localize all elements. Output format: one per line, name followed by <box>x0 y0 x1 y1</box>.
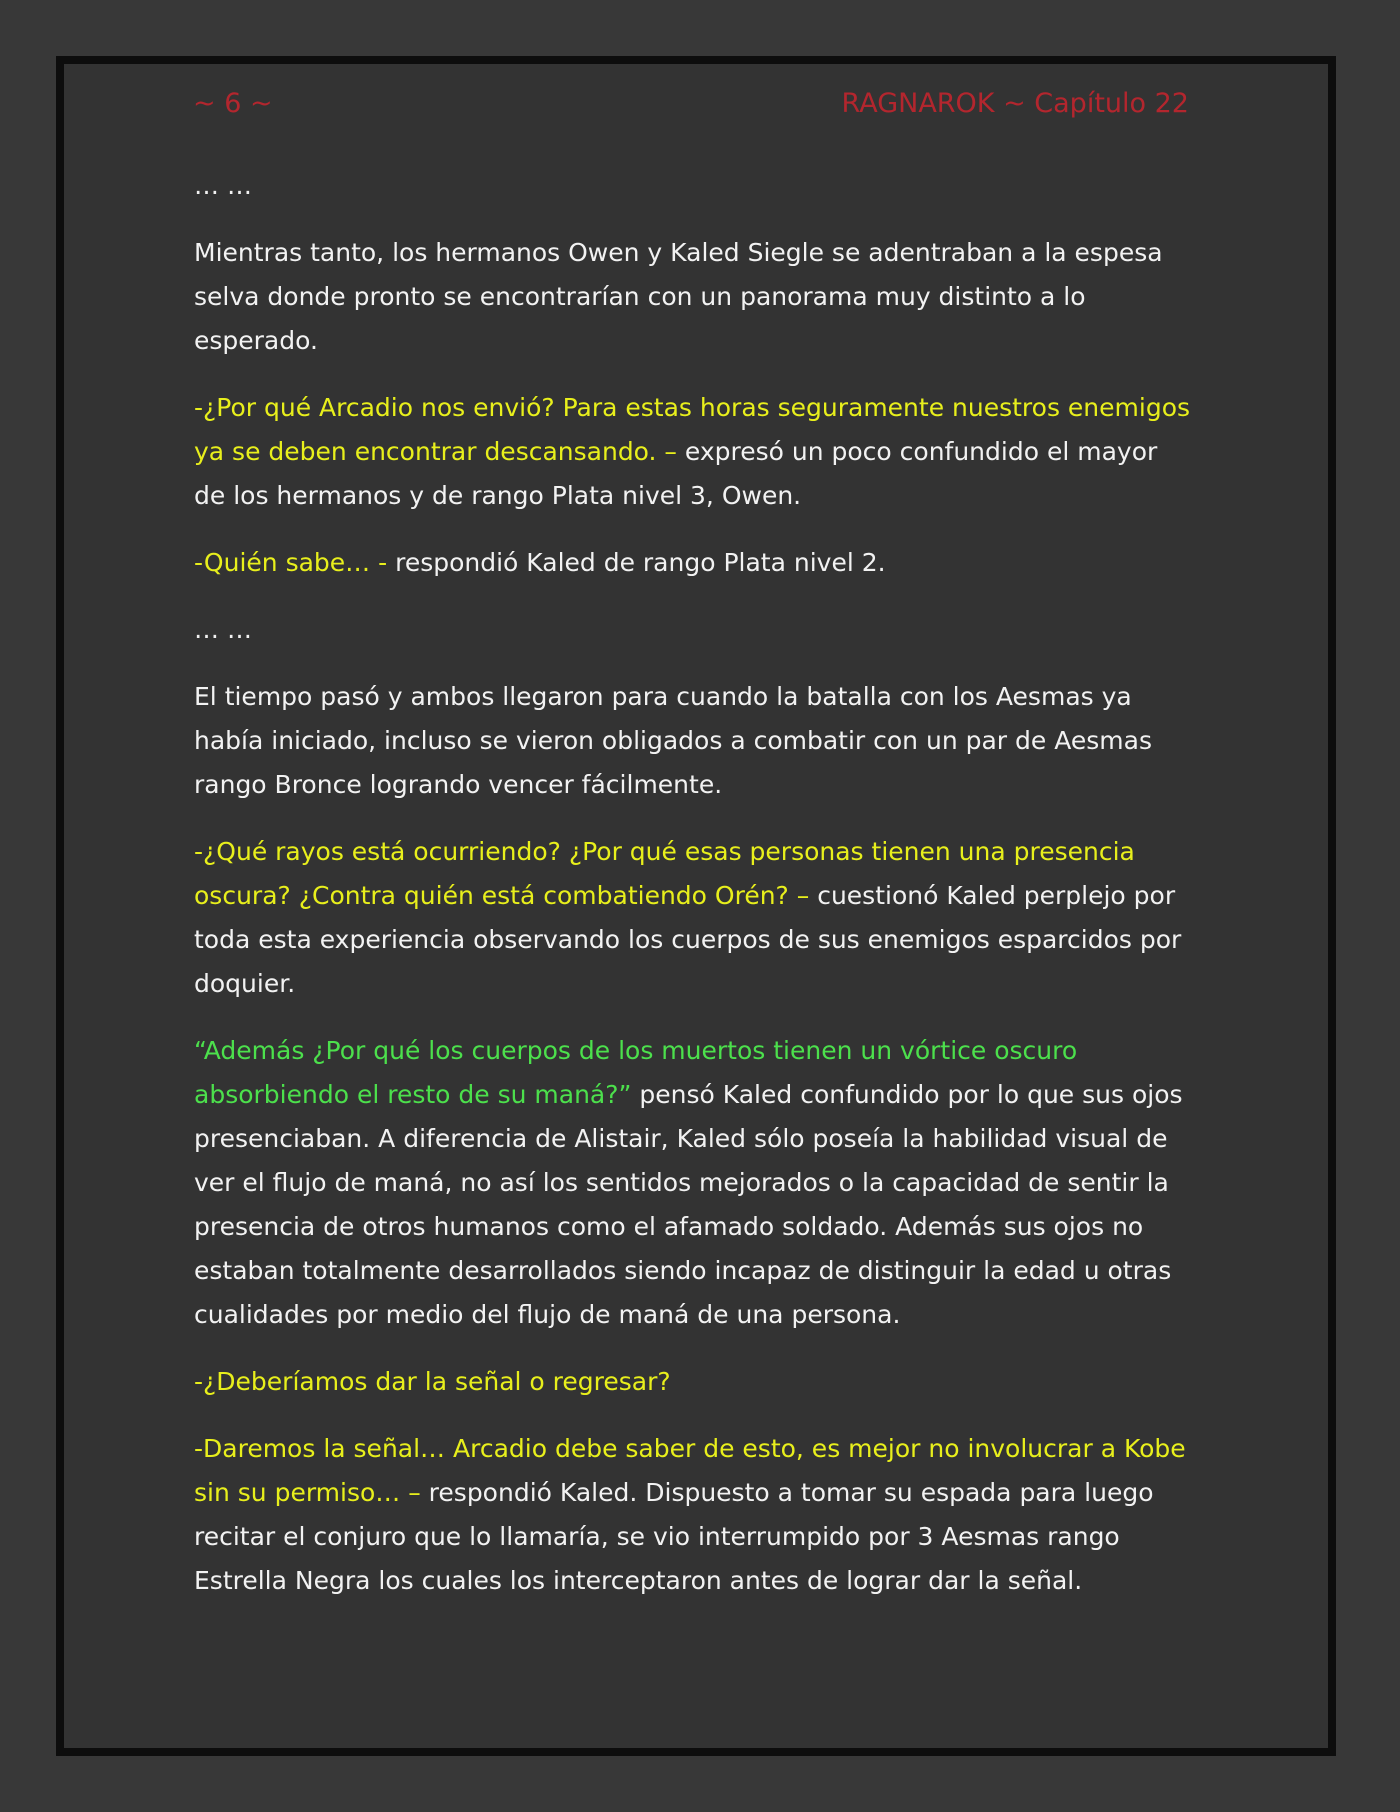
narration-text: pensó Kaled confundido por lo que sus ojos presenciaban. A diferencia de Alistair, Kaled sólo poseía la habilidad visual de ver el flujo de maná, no así los sentidos mejorados o la capacidad de sentir la presencia de otros humanos como el afamado soldado. Además sus ojos no estaban totalmente desarrollados siendo incapaz de distinguir la edad u otras cualidades por medio del flujo de maná de una persona. <box>194 1080 1183 1329</box>
dialogue-text: -Quién sabe… - <box>194 548 388 577</box>
dialogue-paragraph <box>194 1427 1194 1603</box>
dialogue-text: -¿Por qué Arcadio nos envió? Para estas horas seguramente nuestros enemigos ya se deben encontrar descansando. – <box>194 393 1191 466</box>
paragraph: Mientras tanto, los hermanos Owen y Kaled Siegle se adentraban a la espesa selva donde pronto se encontrarían con un panorama muy distinto a lo esperado. <box>194 238 1163 355</box>
scene-break: … … <box>194 615 252 644</box>
dialogue-paragraph <box>194 541 1194 585</box>
page-header <box>193 84 1189 124</box>
narration-text: expresó un poco confundido el mayor de los hermanos y de rango Plata nivel 3, Owen. <box>194 437 1158 510</box>
dialogue-paragraph <box>194 386 1194 518</box>
dialogue-paragraph <box>194 830 1194 1006</box>
narration-text: respondió Kaled. Dispuesto a tomar su espada para luego recitar el conjuro que lo llamaría, se vio interrumpido por 3 Aesmas rango Estrella Negra los cuales los interceptaron antes de lograr dar la señal. <box>194 1478 1154 1595</box>
running-title: RAGNAROK ~ Capítulo 22 <box>841 88 1189 119</box>
narration-text: respondió Kaled de rango Plata nivel 2. <box>387 548 886 577</box>
thought-paragraph <box>194 1029 1194 1337</box>
narration-text: cuestionó Kaled perplejo por toda esta experiencia observando los cuerpos de sus enemigos esparcidos por doquier. <box>194 881 1182 998</box>
chapter-body <box>194 164 1194 1626</box>
dialogue-text: -¿Deberíamos dar la señal o regresar? <box>194 1367 671 1396</box>
paragraph: El tiempo pasó y ambos llegaron para cuando la batalla con los Aesmas ya había iniciado, incluso se vieron obligados a combatir con un par de Aesmas rango Bronce logrando vencer fácilmente. <box>194 682 1152 799</box>
dialogue-paragraph <box>194 1360 1194 1404</box>
page-number: ~ 6 ~ <box>193 88 273 119</box>
dialogue-text: -Daremos la señal… Arcadio debe saber de esto, es mejor no involucrar a Kobe sin su permiso… – <box>194 1434 1186 1507</box>
dialogue-text: -¿Qué rayos está ocurriendo? ¿Por qué esas personas tienen una presencia oscura? ¿Contra quién está combatiendo Orén? – <box>194 837 1135 910</box>
scene-break: … … <box>194 171 252 200</box>
thought-text: “Además ¿Por qué los cuerpos de los muertos tienen un vórtice oscuro absorbiendo el resto de su maná?” <box>194 1036 1078 1109</box>
